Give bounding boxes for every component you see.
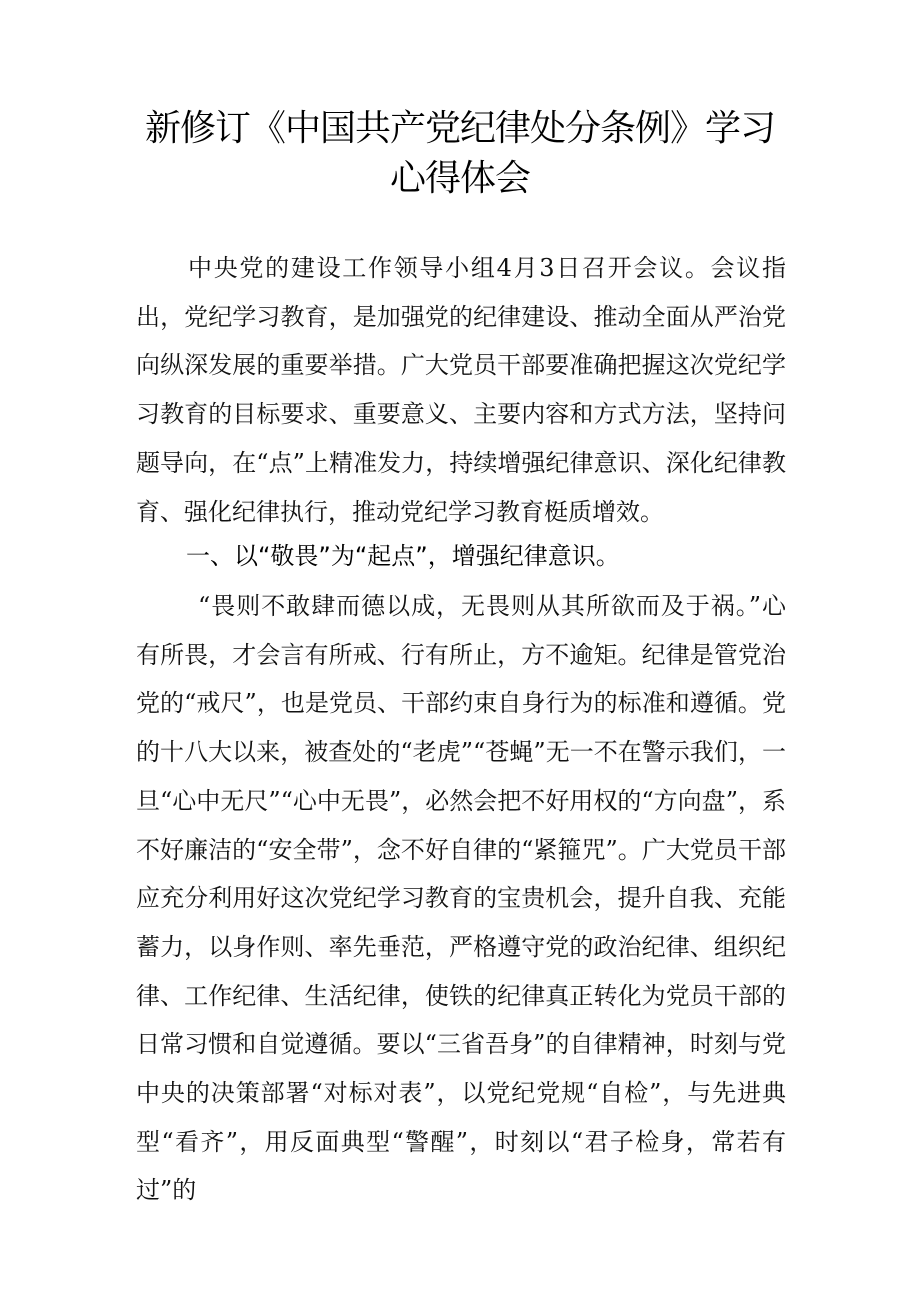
title-line-1: 新修订《中国共产党纪律处分条例》学习 [144,108,775,149]
section-heading-1: 一、以“敬畏”为“起点”，增强纪律意识。 [186,542,620,570]
document-title [110,104,810,204]
title-line-2: 心得体会 [389,158,530,199]
intro-paragraph: 中央党的建设工作领导小组4月3日召开会议。会议指出，党纪学习教育，是加强党的纪律建设、推动全面从严治党向纵深发展的重要举措。广大党员干部要准确把握这次党纪学习教育的目标要求、重要意义、主要内容和方式方法，坚持问题导向，在“点”上精准发力，持续增强纪律意识、深化纪律教育、强化纪律执行，推动党纪学习教育梃质增效。 [136,254,786,526]
section1-paragraph: “畏则不敢肆而德以成，无畏则从其所欲而及于祸。”心有所畏，才会言有所戒、行有所止，方不逾矩。纪律是管党治党的“戒尺”，也是党员、干部约束自身行为的标准和遵循。党的十八大以来，被查处的“老虎”“苍蝇”无一不在警示我们，一旦“心中无尺”“心中无畏”，必然会把不好用权的“方向盘”，系不好廉洁的“安全带”，念不好自律的“紧箍咒”。广大党员干部应充分利用好这次党纪学习教育的宝贵机会，提升自我、充能蓄力，以身作则、率先垂范，严格遵守党的政治纪律、组织纪律、工作纪律、生活纪律，使铁的纪律真正转化为党员干部的日常习惯和自觉遵循。要以“三省吾身”的自律精神，时刻与党中央的决策部署“对标对表”，以党纪党规“自检”，与先进典型“看齐”，用反面典型“警醒”，时刻以“君子检身，常若有过”的 [136,592,786,1205]
